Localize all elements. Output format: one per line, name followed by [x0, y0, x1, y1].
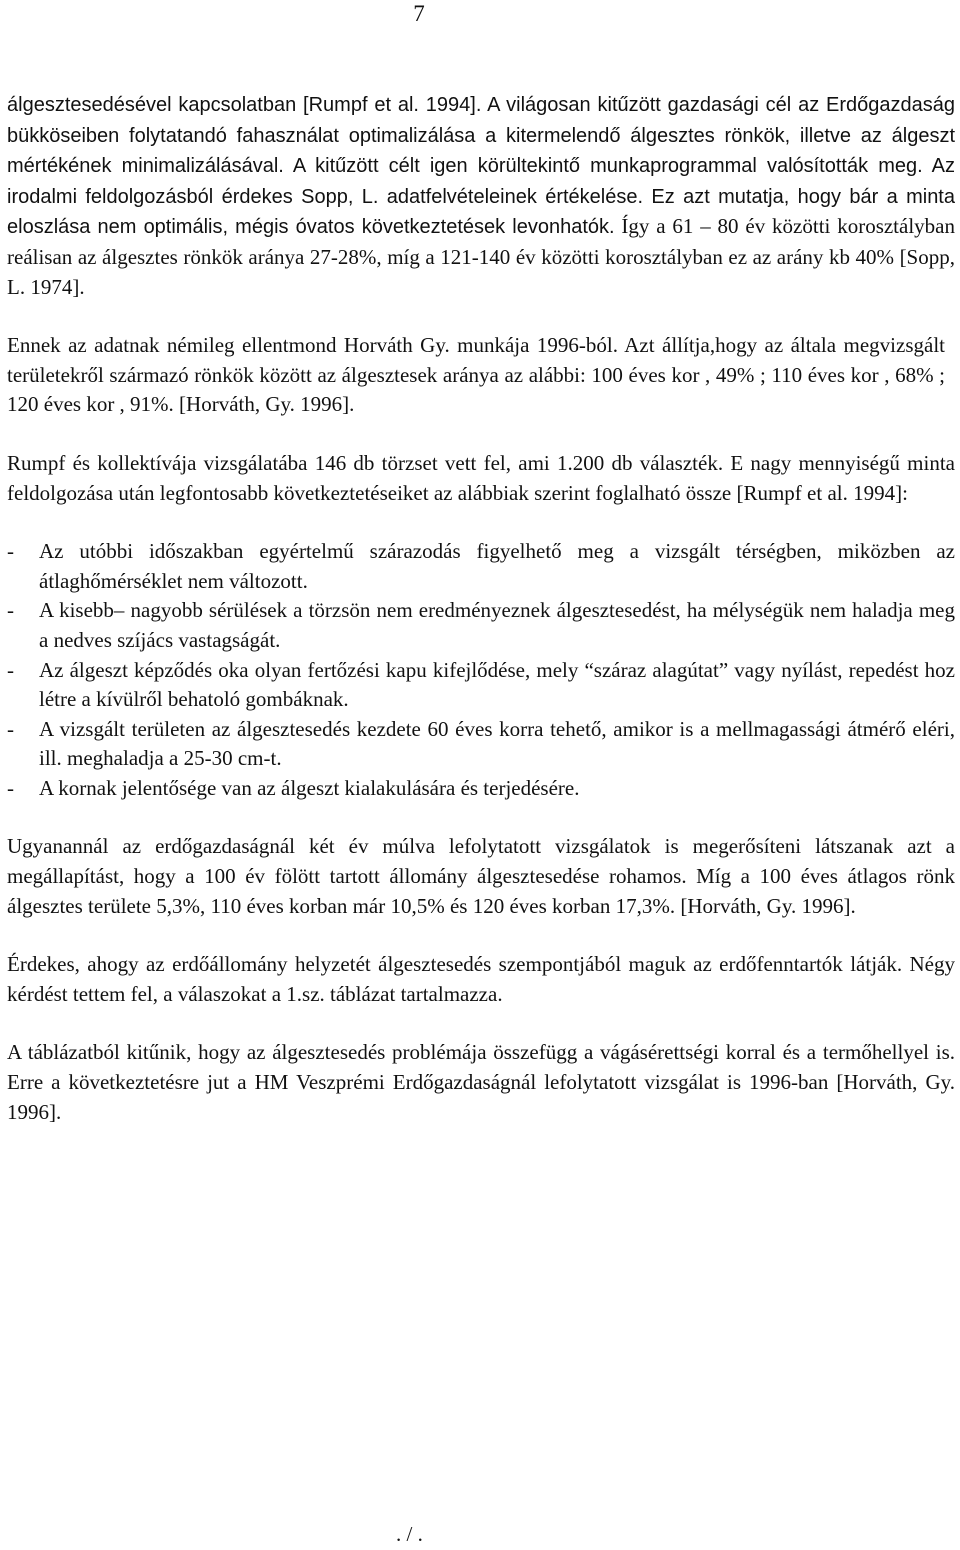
paragraph-serif-text: Így a 61 – 80 év közötti korosztályban reálisan az álgesztes rönkök aránya 27-28%, míg a 121-140 év közötti korosztályban ez az arány kb 40% [Sopp, L. 1974].: [7, 214, 955, 299]
paragraph-sans-text: álgesztesedésével kapcsolatban [Rumpf et al. 1994]. A világosan kitűzött gazdasági cél az Erdőgazdaság bükköseiben folytatandó fahasználat optimalizálása a kitermelendő álgesztes rönkök, illetve az álgeszt mértékének minimalizálásával. A kitűzött célt igen körültekintő munkaprogrammal valósították meg. Az irodalmi feldolgozásból érdekes Sopp, L. adatfelvételeinek értékelése. Ez azt mutatja, hogy bár a minta eloszlása nem optimális, mégis óvatos következtetések levonhatók.: [7, 94, 955, 239]
paragraph-horvath: Ennek az adatnak némileg ellentmond Horváth Gy. munkája 1996-ból. Azt állítja,hogy az általa megvizsgált területekről származó rönkök között az álgesztesek aránya az alábbi: 100 éves kor , 49% ; 110 éves kor , 68% ; 120 éves kor , 91%. [Horváth, Gy. 1996].: [7, 333, 945, 417]
paragraph-forest-keepers: Érdekes, ahogy az erdőállomány helyzetét álgesztesedés szempontjából maguk az erdőfenntartók látják. Négy kérdést tettem fel, a válaszokat a 1.sz. táblázat tartalmazza.: [7, 952, 955, 1006]
list-dash: -: [7, 716, 14, 741]
list-item-text: A vizsgált területen az álgesztesedés kezdete 60 éves korra tehető, amikor is a mellmagassági átmérő eléri, ill. meghaladja a 25-30 cm-t.: [39, 716, 955, 771]
list-item-text: Az utóbbi időszakban egyértelmű szárazodás figyelhető meg a vizsgált térségben, miközben az átlaghőmérséklet nem változott.: [39, 539, 955, 593]
page-number: 7: [413, 1, 425, 26]
list-item-text: A kornak jelentősége van az álgeszt kialakulására és terjedésére.: [39, 775, 580, 800]
paragraph-followup-study: Ugyanannál az erdőgazdaságnál két év múlva lefolytatott vizsgálatok is megerősíteni látszanak azt a megállapítást, hogy a 100 év fölött tartott állomány álgesztesedése rohamos. Míg a 100 éves átlagos rönk álgesztes területe 5,3%, 110 éves korban már 10,5% és 120 éves korban 17,3%. [Horváth, Gy. 1996].: [7, 834, 955, 918]
paragraph-table-conclusion: A táblázatból kitűnik, hogy az álgesztesedés problémája összefügg a vágásérettségi korral és a termőhellyel is. Erre a következtetésre jut a HM Veszprémi Erdőgazdaságnál lefolytatott vizsgálat is 1996-ban [Horváth, Gy. 1996].: [7, 1040, 955, 1124]
list-dash: -: [7, 539, 14, 564]
list-item: [7, 774, 955, 804]
list-item-text: Az álgeszt képződés oka olyan fertőzési kapu kifejlődése, mely “száraz alagútat” vagy nyílást, repedést hoz létre a kívülről behatoló gombáknak.: [39, 657, 955, 712]
paragraph-rumpf-summary: Rumpf és kollektívája vizsgálatába 146 db törzset vett fel, ami 1.200 db választék. E nagy mennyiségű minta feldolgozása után legfontosabb következtetéseiket az alábbiak szerint foglalható össze [Rumpf et al. 1994]:: [7, 450, 955, 505]
list-item: [7, 537, 955, 596]
list-item: [7, 715, 955, 774]
document-body: [7, 90, 955, 1127]
conclusions-list: [7, 537, 955, 803]
continuation-mark: . / .: [396, 1522, 423, 1546]
list-item: [7, 656, 955, 715]
list-item-text: A kisebb– nagyobb sérülések a törzsön nem eredményeznek álgesztesedést, ha mélységük nem haladja meg a nedves szíjács vastagságát.: [39, 598, 955, 652]
list-dash: -: [7, 598, 14, 623]
list-item: [7, 596, 955, 655]
list-dash: -: [7, 657, 14, 682]
list-dash: -: [7, 775, 14, 800]
paragraph-rumpf-intro: [7, 90, 955, 302]
